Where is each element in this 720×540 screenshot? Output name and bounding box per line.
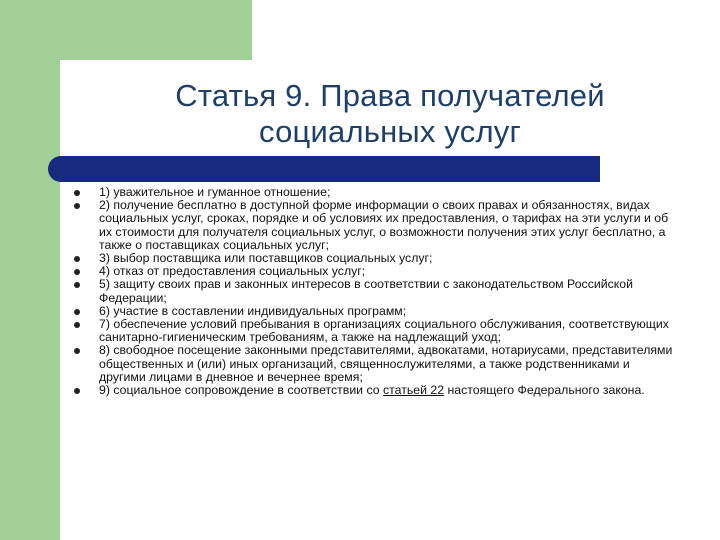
bullet-icon <box>74 388 80 394</box>
list-item-text: 1) уважительное и гуманное отношение; <box>99 185 331 199</box>
slide-title-line-1: Статья 9. Права получателей <box>175 78 605 113</box>
list-item <box>74 199 674 252</box>
bullet-icon <box>74 256 80 262</box>
list-item-text: 4) отказ от предоставления социальных услуг; <box>99 264 366 279</box>
bullet-icon <box>74 269 80 275</box>
list-item-text: 3) выбор поставщика или поставщиков социальных услуг; <box>99 251 433 266</box>
bullet-icon <box>74 203 80 209</box>
list-item-text: 5) защиту своих прав и законных интересов в соответствии с законодательством Российской Федерации; <box>99 277 633 305</box>
list-item-text: 7) обеспечение условий пребывания в организациях социального обслуживания, соответствующих санитарно-гигиеническим требованиям, а также на надлежащий уход; <box>99 317 669 345</box>
article-22-link[interactable]: статьей 22 <box>383 383 445 398</box>
list-item-text: 6) участие в составлении индивидуальных программ; <box>99 303 407 318</box>
decorative-rounded-corner <box>60 60 110 110</box>
bullet-icon <box>74 282 80 288</box>
list-item <box>74 318 674 344</box>
list-item-text: 2) получение бесплатно в доступной форме информации о своих правах и обязанностях, видах социальных услуг, сроках, порядке и об условиях их предоставления, о тарифах на эти услуги и об их стоимости для получателя социальных услуг, о возможности получения этих услуг бесплатно, а также о поставщиках социальных услуг; <box>99 198 669 252</box>
list-item-text-prefix: 9) социальное сопровождение в соответствии со <box>99 383 384 398</box>
list-item <box>74 344 674 384</box>
list-item-text: 8) свободное посещение законными представителями, адвокатами, нотариусами, представителями общественных и (или) иных организаций, священнослужителями, а также родственниками и другими лицами в дневное и вечернее время; <box>99 343 673 384</box>
rights-list <box>74 186 674 397</box>
slide-title <box>110 78 670 150</box>
decorative-green-strip-left <box>0 0 60 540</box>
bullet-icon <box>74 309 80 315</box>
bullet-icon <box>74 322 80 328</box>
slide-title-line-2: социальных услуг <box>259 114 521 149</box>
list-item <box>74 278 674 304</box>
list-item <box>74 384 674 397</box>
title-underline-bar <box>60 156 600 182</box>
list-item-text-suffix: настоящего Федерального закона. <box>444 383 645 398</box>
bullet-icon <box>74 348 80 354</box>
bullet-icon <box>74 190 80 196</box>
